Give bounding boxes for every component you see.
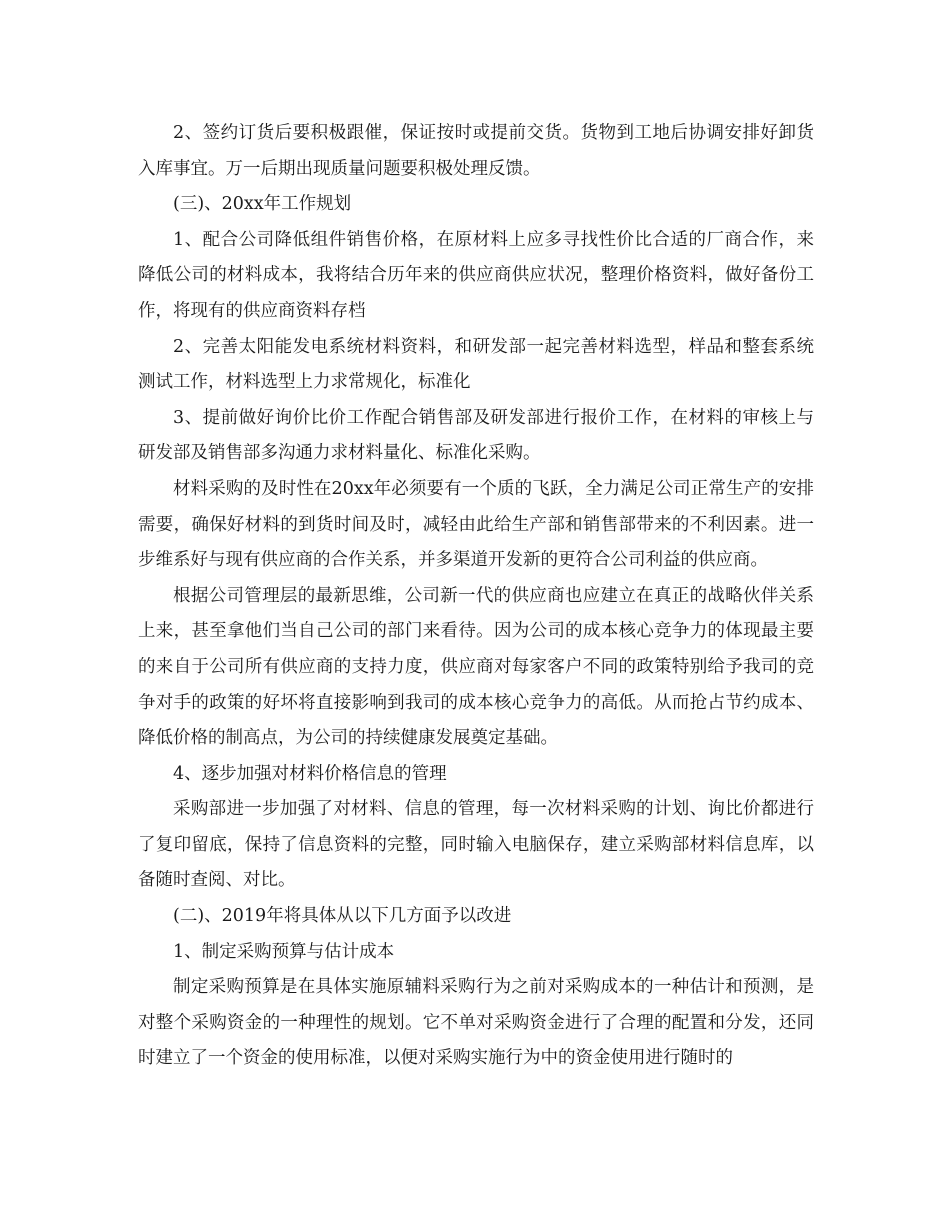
section-heading: (二)、2019年将具体从以下几方面予以改进 (173, 906, 512, 927)
paragraph: 3、提前做好询价比价工作配合销售部及研发部进行报价工作，在材料的审核上与研发部及销售部多沟通力求材料量化、标准化采购。 (138, 407, 814, 464)
paragraph: 2、完善太阳能发电系统材料资料，和研发部一起完善材料选型，样品和整套系统测试工作，材料选型上力求常规化，标准化 (138, 336, 814, 393)
section-heading: (三)、20xx年工作规划 (173, 194, 352, 215)
paragraph: 根据公司管理层的最新思维，公司新一代的供应商也应建立在真正的战略伙伴关系上来，甚至拿他们当自己公司的部门来看待。因为公司的成本核心竞争力的体现最主要的来自于公司所有供应商的支持力度，供应商对每家客户不同的政策特别给予我司的竞争对手的政策的好坏将直接影响到我司的成本核心竞争力的高低。从而抢占节约成本、降低价格的制高点，为公司的持续健康发展奠定基础。 (138, 585, 814, 749)
paragraph: 2、签约订货后要积极跟催，保证按时或提前交货。货物到工地后协调安排好卸货入库事宜。万一后期出现质量问题要积极处理反馈。 (138, 123, 814, 179)
paragraph: 材料采购的及时性在20xx年必须要有一个质的飞跃，全力满足公司正常生产的安排需要，确保好材料的到货时间及时，减轻由此给生产部和销售部带来的不利因素。进一步维系好与现有供应商的合作关系，并多渠道开发新的更符合公司利益的供应商。 (138, 478, 814, 571)
document-body (138, 116, 814, 1077)
paragraph: 制定采购预算是在具体实施原辅料采购行为之前对采购成本的一种估计和预测，是对整个采购资金的一种理性的规划。它不单对采购资金进行了合理的配置和分发，还同时建立了一个资金的使用标准，以便对采购实施行为中的资金使用进行随时的 (138, 977, 814, 1069)
list-item-heading: 1、制定采购预算与估计成本 (173, 941, 395, 962)
paragraph: 采购部进一步加强了对材料、信息的管理，每一次材料采购的计划、询比价都进行了复印留底，保持了信息资料的完整，同时输入电脑保存，建立采购部材料信息库，以备随时查阅、对比。 (138, 799, 814, 891)
list-item-heading: 4、逐步加强对材料价格信息的管理 (173, 763, 447, 784)
paragraph: 1、配合公司降低组件销售价格，在原材料上应多寻找性价比合适的厂商合作，来降低公司的材料成本，我将结合历年来的供应商供应状况，整理价格资料，做好备份工作，将现有的供应商资料存档 (138, 229, 814, 321)
